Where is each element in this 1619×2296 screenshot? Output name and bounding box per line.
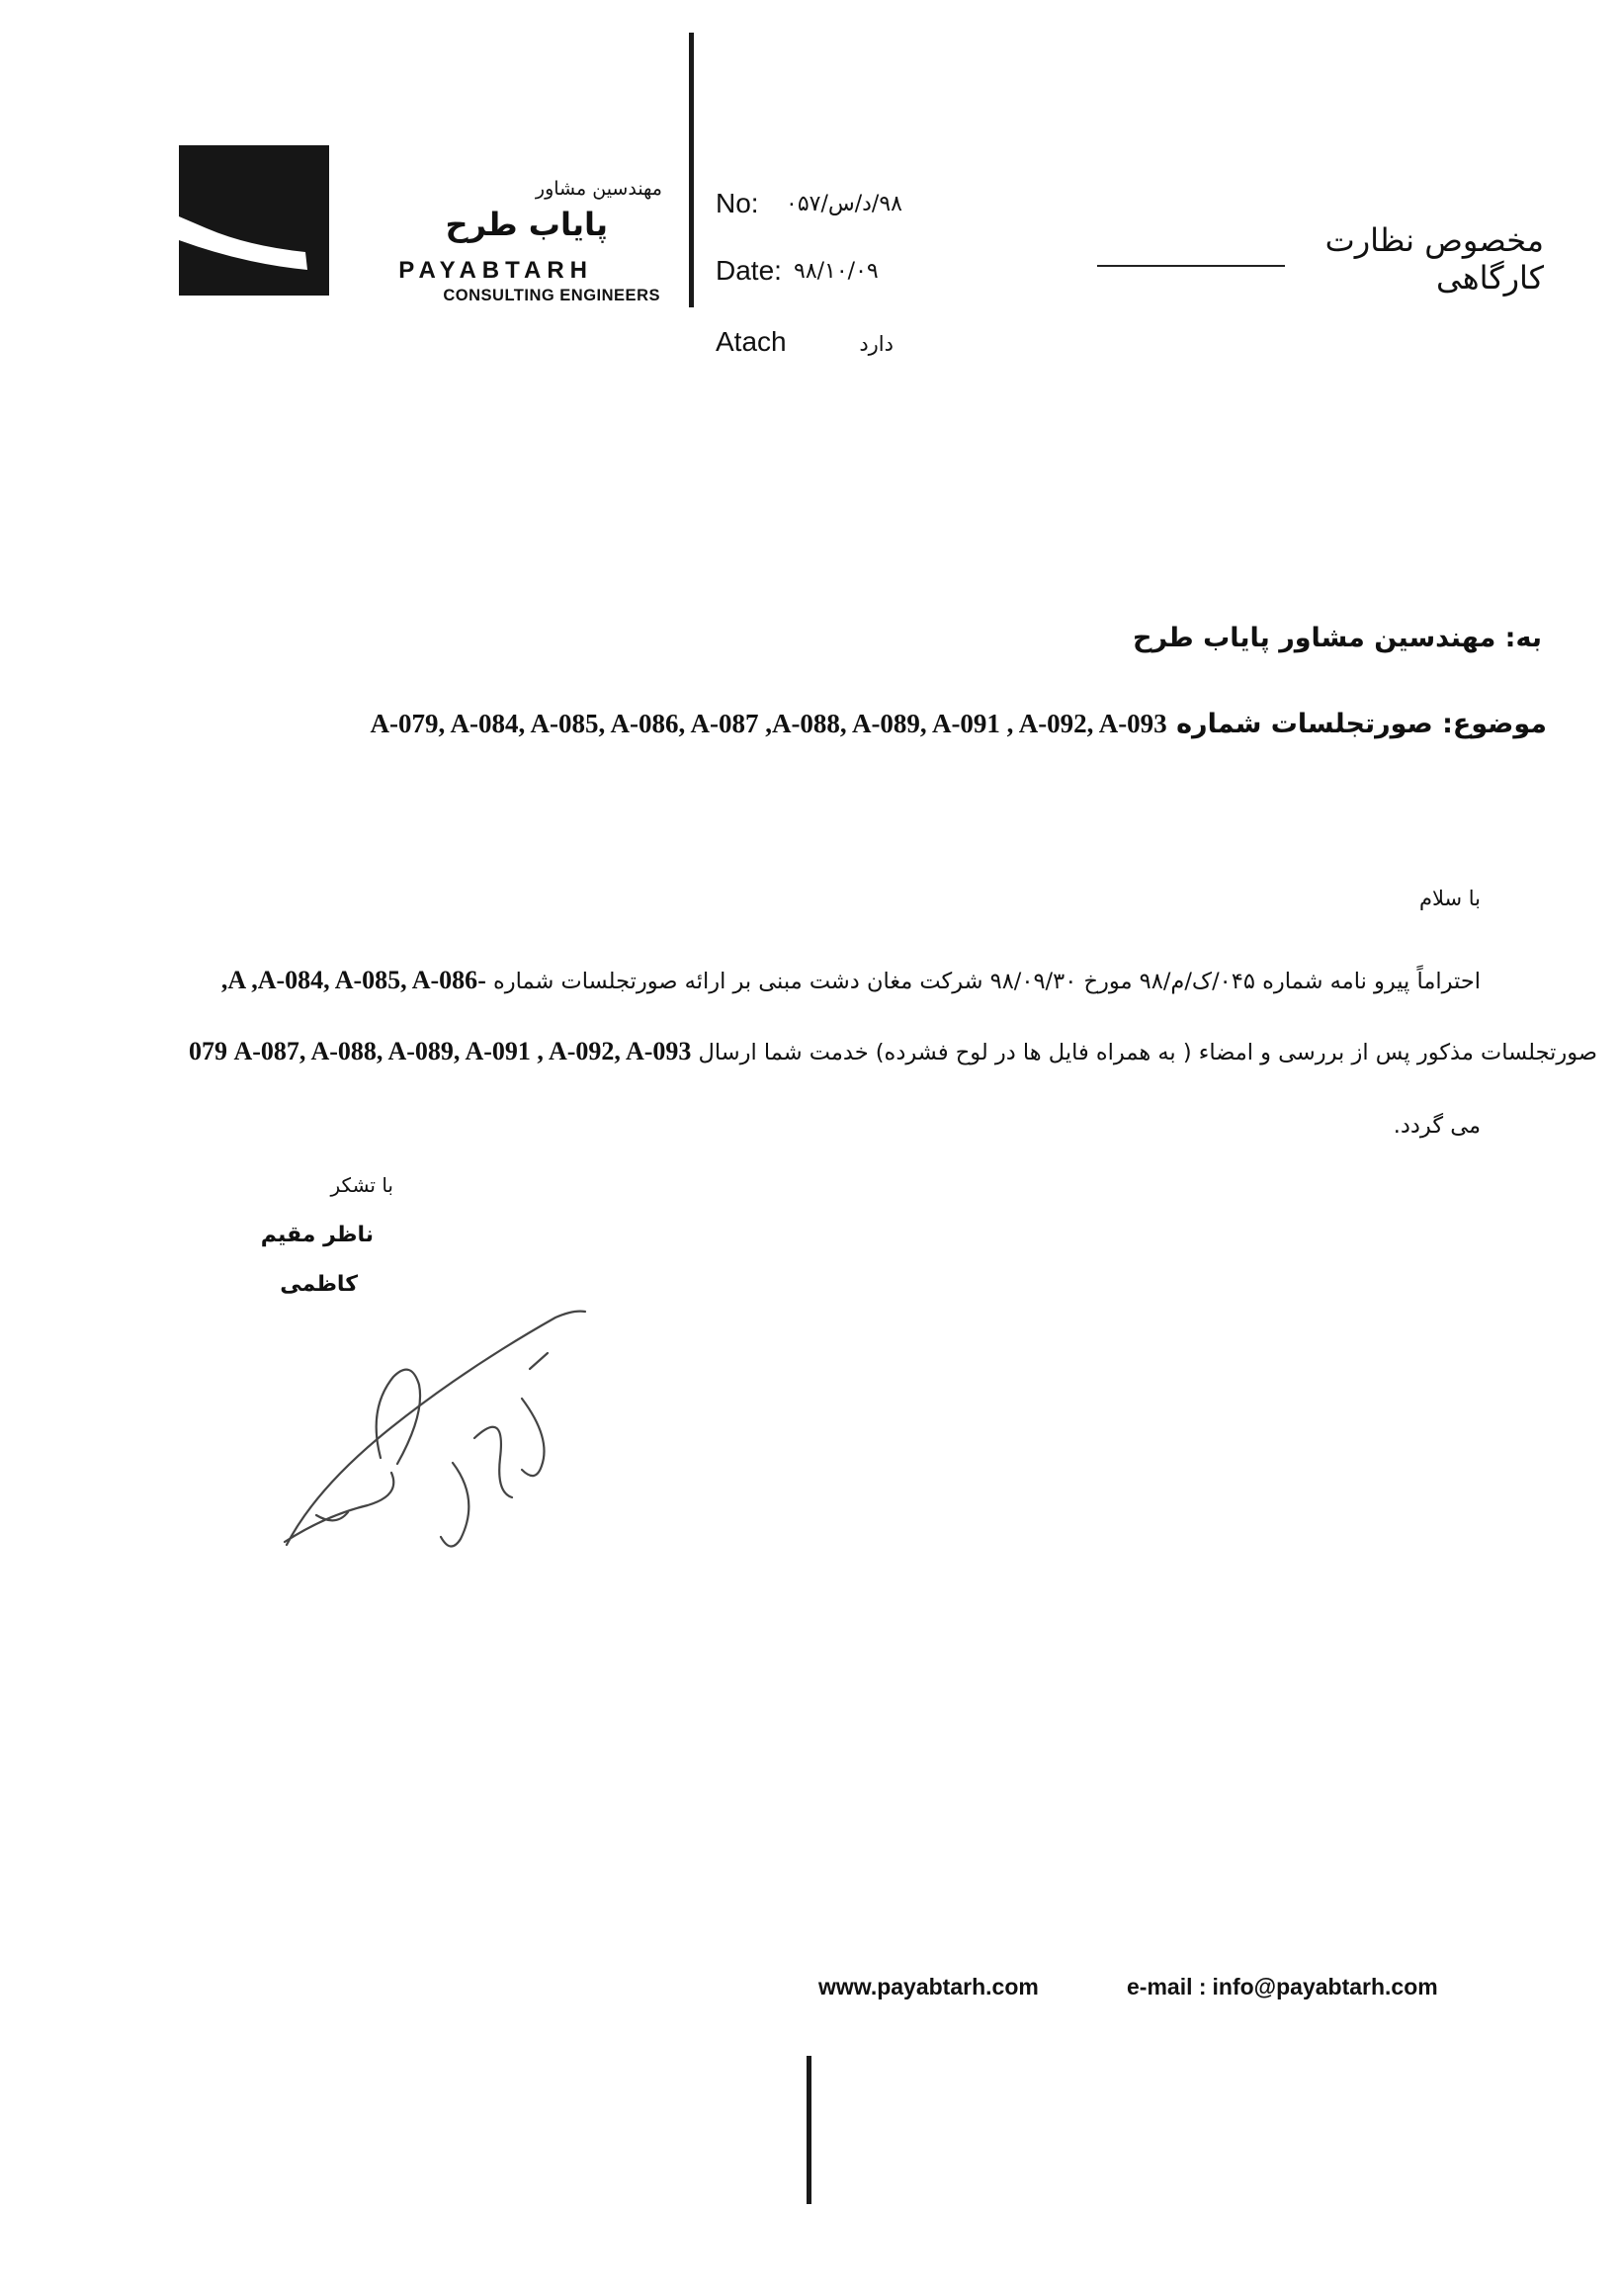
subject-line xyxy=(277,709,1547,739)
brand-fa-name: پایاب طرح xyxy=(445,206,608,243)
brand-en-subtitle: CONSULTING ENGINEERS xyxy=(443,287,660,304)
footer-divider xyxy=(807,2056,811,2204)
paragraph-2-text: صورتجلسات مذکور پس از بررسی و امضاء ( به همراه فایل ها در لوح فشرده) خدمت شما ارسال xyxy=(698,1040,1597,1065)
signature-letter-stroke xyxy=(474,1427,512,1497)
subject-codes: A-079, A-084, A-085, A-086, A-087 ,A-088, A-089, A-091 , A-092, A-093 xyxy=(370,709,1167,738)
brand-en-name: PAYABTARH xyxy=(398,257,593,284)
date-value: ۹۸/۱۰/۰۹ xyxy=(794,259,879,284)
email-link[interactable]: info@payabtarh.com xyxy=(1212,1974,1438,1999)
special-title-underline xyxy=(1097,265,1285,267)
signature-loop-stroke xyxy=(377,1370,420,1464)
brand-fa-subtitle: مهندسین مشاور xyxy=(535,178,662,200)
logo-swoosh-shape xyxy=(179,145,329,296)
website-link[interactable]: www.payabtarh.com xyxy=(818,1974,1039,1999)
email-label: e-mail : xyxy=(1127,1974,1207,1999)
paragraph-line-1 xyxy=(38,966,1481,995)
paragraph-1-text: احتراماً پیرو نامه شماره ۰۴۵/ک/م/۹۸ مورخ ۹۸/۰۹/۳۰ شرکت مغان دشت مبنی بر ارائه صورتجلسات شماره xyxy=(493,969,1481,994)
attachment-value: دارد xyxy=(859,332,894,356)
signature-curve-stroke xyxy=(522,1399,545,1476)
attachment-label: Atach xyxy=(716,326,787,357)
paragraph-line-2 xyxy=(38,1037,1597,1066)
paragraph-line-3: می گردد. xyxy=(1393,1113,1481,1139)
number-label: No: xyxy=(716,188,759,218)
signature-base-stroke xyxy=(285,1473,393,1542)
payabtarh-logo-icon xyxy=(179,145,329,296)
signature-descender-stroke xyxy=(441,1463,469,1547)
email-line xyxy=(1127,1974,1438,2000)
recipient-line: به: مهندسین مشاور پایاب طرح xyxy=(1133,623,1542,653)
greeting: با سلام xyxy=(1418,887,1481,910)
number-value: ۹۸/د/س/۰۵۷ xyxy=(786,192,902,216)
subject-prefix: موضوع: صورتجلسات شماره xyxy=(1176,709,1547,739)
signature-dash-stroke xyxy=(530,1353,548,1369)
closing-thanks: با تشکر xyxy=(330,1173,393,1197)
paragraph-1-codes: -A ,A-084, A-085, A-086, xyxy=(220,966,486,994)
signature-icon xyxy=(277,1290,603,1562)
special-title: مخصوص نظارت کارگاهی xyxy=(1324,221,1544,297)
date-label: Date: xyxy=(716,255,782,286)
closing-role: ناظر مقیم xyxy=(260,1223,374,1247)
signature-long-stroke xyxy=(287,1312,585,1545)
closing-name: کاظمی xyxy=(280,1272,358,1297)
paragraph-2-codes: 079 A-087, A-088, A-089, A-091 , A-092, A-093 xyxy=(188,1037,692,1065)
header-divider xyxy=(689,33,694,307)
